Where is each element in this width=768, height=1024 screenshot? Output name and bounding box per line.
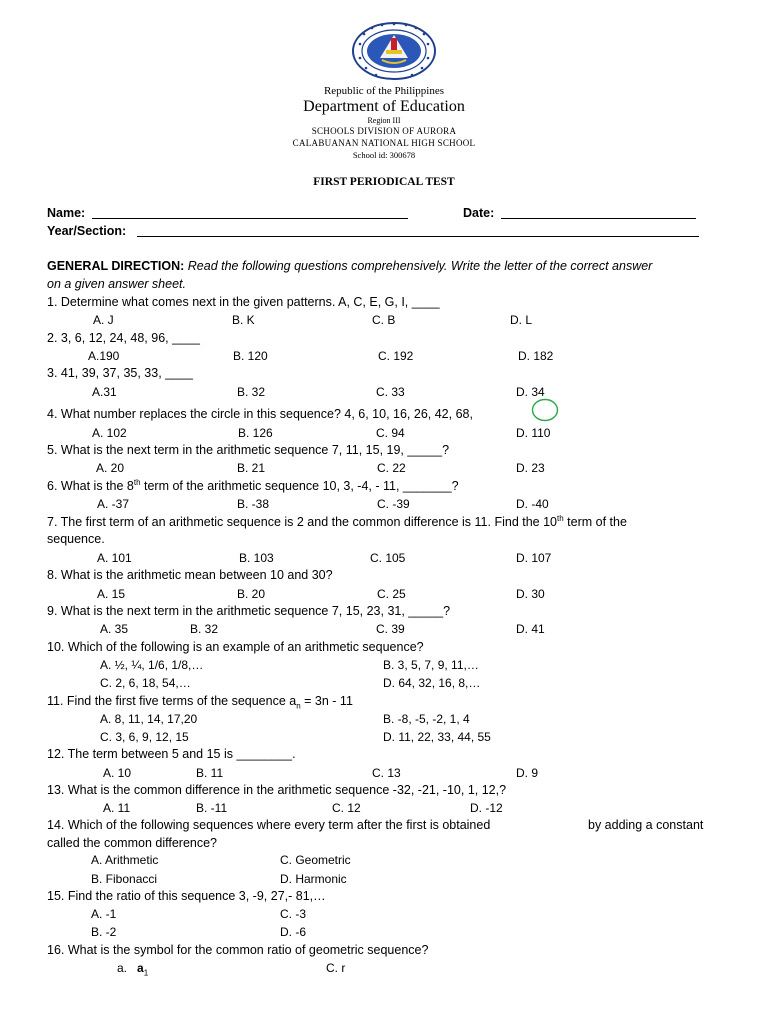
- q12-choice-b[interactable]: B. 11: [196, 766, 224, 780]
- q14-choice-d[interactable]: D. Harmonic: [280, 872, 347, 886]
- name-label: Name:: [47, 206, 86, 220]
- q11-choice-c[interactable]: C. 3, 6, 9, 12, 15: [100, 730, 189, 744]
- question-7-line2: sequence.: [47, 532, 105, 546]
- question-7: 7. The first term of an arithmetic sequence is 2 and the common difference is 11. Find the 10th term of the: [47, 513, 627, 529]
- direction-text: Read the following questions comprehensively. Write the letter of the correct answer: [187, 259, 653, 273]
- question-8: 8. What is the arithmetic mean between 10 and 30?: [47, 568, 333, 582]
- q7-choice-a[interactable]: A. 101: [97, 551, 132, 565]
- q7-choice-b[interactable]: B. 103: [239, 551, 274, 565]
- q14-choice-c[interactable]: C. Geometric: [280, 853, 351, 867]
- q5-choice-c[interactable]: C. 22: [377, 461, 406, 475]
- question-12: 12. The term between 5 and 15 is ________.: [47, 747, 296, 761]
- q3-choice-a[interactable]: A.31: [92, 385, 117, 399]
- question-14-line2: called the common difference?: [47, 836, 218, 850]
- date-blank[interactable]: [501, 218, 696, 219]
- q9-choice-a[interactable]: A. 35: [100, 622, 129, 636]
- q9-choice-b[interactable]: B. 32: [190, 622, 219, 636]
- q2-choice-b[interactable]: B. 120: [233, 349, 268, 363]
- q2-choice-a[interactable]: A.190: [88, 349, 120, 363]
- q10-choice-d[interactable]: D. 64, 32, 16, 8,…: [383, 676, 481, 690]
- q15-choice-a[interactable]: A. -1: [91, 907, 117, 921]
- direction-label: GENERAL DIRECTION:: [47, 259, 185, 273]
- question-15: 15. Find the ratio of this sequence 3, -9, 27,- 81,…: [47, 889, 326, 903]
- question-13: 13. What is the common difference in the arithmetic sequence -32, -21, -10, 1, 12,?: [47, 783, 507, 797]
- q12-choice-d[interactable]: D. 9: [516, 766, 539, 780]
- q8-choice-c[interactable]: C. 25: [377, 587, 406, 601]
- q5-choice-d[interactable]: D. 23: [516, 461, 545, 475]
- q13-choice-a[interactable]: A. 11: [103, 801, 131, 815]
- q14-choice-a[interactable]: A. Arithmetic: [91, 853, 159, 867]
- q10-choice-a[interactable]: A. ½, ¼, 1/6, 1/8,…: [100, 658, 204, 672]
- q1-choice-b[interactable]: B. K: [232, 313, 255, 327]
- q3-choice-b[interactable]: B. 32: [237, 385, 266, 399]
- q16-choice-c[interactable]: C. r: [326, 961, 346, 975]
- q3-choice-c[interactable]: C. 33: [376, 385, 405, 399]
- general-direction: [47, 259, 652, 274]
- q1-choice-a[interactable]: A. J: [93, 313, 114, 327]
- date-label: Date:: [463, 206, 495, 220]
- department-title: Department of Education: [303, 98, 465, 115]
- q16-choice-a[interactable]: a. $a_1$: [117, 961, 149, 978]
- school-id-line: School id: 300678: [352, 150, 416, 160]
- q11-choice-d[interactable]: D. 11, 22, 33, 44, 55: [383, 730, 491, 744]
- q7-choice-d[interactable]: D. 107: [516, 551, 552, 565]
- deped-seal-logo: [352, 22, 436, 80]
- q6-choice-a[interactable]: A. -37: [97, 497, 130, 511]
- year-section-label: Year/Section:: [47, 224, 127, 238]
- q3-choice-d[interactable]: D. 34: [516, 385, 545, 399]
- q6-choice-c[interactable]: C. -39: [377, 497, 410, 511]
- republic-line: Republic of the Philippines: [323, 85, 445, 97]
- question-11: 11. Find the first five terms of the sequence $a_n = 3n - 11$: [47, 694, 353, 711]
- q11-choice-b[interactable]: B. -8, -5, -2, 1, 4: [383, 712, 470, 726]
- q8-choice-a[interactable]: A. 15: [97, 587, 126, 601]
- school-line: CALABUANAN NATIONAL HIGH SCHOOL: [292, 138, 476, 148]
- year-section-blank[interactable]: [137, 236, 699, 237]
- question-16: 16. What is the symbol for the common ratio of geometric sequence?: [47, 943, 429, 957]
- q5-choice-a[interactable]: A. 20: [96, 461, 125, 475]
- question-10: 10. Which of the following is an example of an arithmetic sequence?: [47, 640, 424, 654]
- q5-choice-b[interactable]: B. 21: [237, 461, 266, 475]
- q4-choice-d[interactable]: D. 110: [516, 426, 551, 440]
- direction-text-line2: on a given answer sheet.: [47, 277, 186, 291]
- q12-choice-a[interactable]: A. 10: [103, 766, 132, 780]
- q12-choice-c[interactable]: C. 13: [372, 766, 401, 780]
- question-5: 5. What is the next term in the arithmetic sequence 7, 11, 15, 19, _____?: [47, 443, 450, 457]
- q13-choice-d[interactable]: D. -12: [470, 801, 503, 815]
- q9-choice-d[interactable]: D. 41: [516, 622, 545, 636]
- question-9: 9. What is the next term in the arithmetic sequence 7, 15, 23, 31, _____?: [47, 604, 451, 618]
- q15-choice-c[interactable]: C. -3: [280, 907, 307, 921]
- test-title: FIRST PERIODICAL TEST: [313, 176, 455, 188]
- q7-choice-c[interactable]: C. 105: [370, 551, 406, 565]
- region-line: Region III: [367, 116, 401, 125]
- question-14-cont: by adding a constant: [588, 818, 704, 832]
- q1-choice-c[interactable]: C. B: [372, 313, 396, 327]
- name-blank[interactable]: [92, 218, 408, 219]
- q10-choice-c[interactable]: C. 2, 6, 18, 54,…: [100, 676, 191, 690]
- question-14: 14. Which of the following sequences where every term after the first is obtained: [47, 818, 491, 832]
- q11-choice-a[interactable]: A. 8, 11, 14, 17,20: [100, 712, 198, 726]
- q1-choice-d[interactable]: D. L: [510, 313, 533, 327]
- division-line: SCHOOLS DIVISION OF AURORA: [311, 126, 457, 136]
- q6-choice-b[interactable]: B. -38: [237, 497, 270, 511]
- q6-choice-d[interactable]: D. -40: [516, 497, 549, 511]
- q15-choice-d[interactable]: D. -6: [280, 925, 307, 939]
- question-4: 4. What number replaces the circle in this sequence? 4, 6, 10, 16, 26, 42, 68,: [47, 407, 473, 421]
- q2-choice-d[interactable]: D. 182: [518, 349, 554, 363]
- q13-choice-b[interactable]: B. -11: [196, 801, 228, 815]
- q14-choice-b[interactable]: B. Fibonacci: [91, 872, 158, 886]
- question-2: 2. 3, 6, 12, 24, 48, 96, ____: [47, 331, 200, 345]
- q4-choice-b[interactable]: B. 126: [238, 426, 273, 440]
- q8-choice-d[interactable]: D. 30: [516, 587, 545, 601]
- q10-choice-b[interactable]: B. 3, 5, 7, 9, 11,…: [383, 658, 479, 672]
- q9-choice-c[interactable]: C. 39: [376, 622, 405, 636]
- q13-choice-c[interactable]: C. 12: [332, 801, 361, 815]
- q2-choice-c[interactable]: C. 192: [378, 349, 414, 363]
- question-3: 3. 41, 39, 37, 35, 33, ____: [47, 366, 193, 380]
- q15-choice-b[interactable]: B. -2: [91, 925, 117, 939]
- answer-circle-shape: [531, 398, 559, 422]
- question-1: 1. Determine what comes next in the given patterns. A, C, E, G, I, ____: [47, 295, 440, 309]
- q4-choice-a[interactable]: A. 102: [92, 426, 127, 440]
- q8-choice-b[interactable]: B. 20: [237, 587, 266, 601]
- question-6: 6. What is the 8th term of the arithmetic sequence 10, 3, -4, - 11, _______?: [47, 477, 459, 493]
- q4-choice-c[interactable]: C. 94: [376, 426, 405, 440]
